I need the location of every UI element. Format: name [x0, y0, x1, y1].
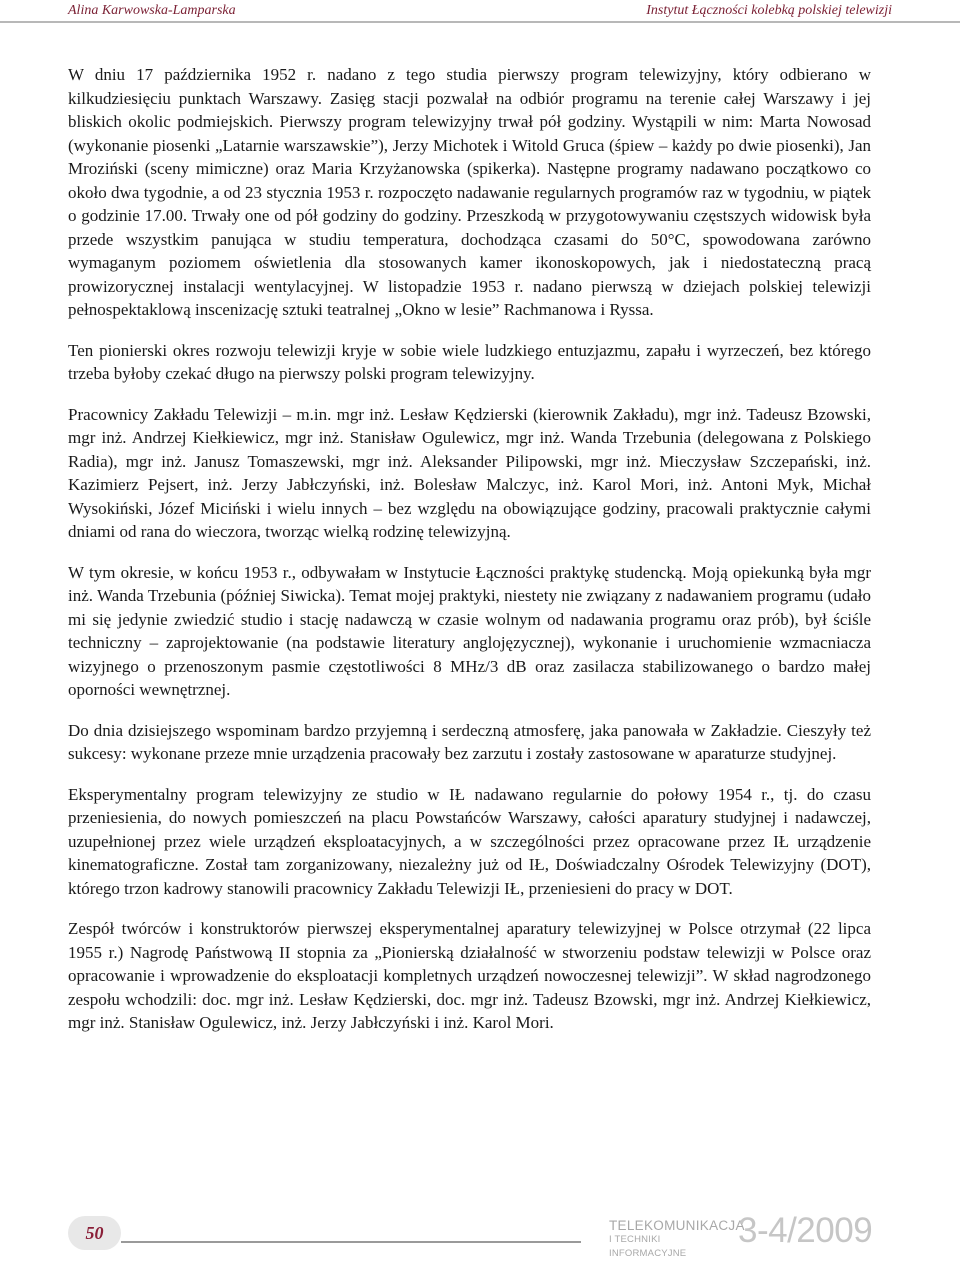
header-divider	[0, 21, 960, 23]
header-article-title: Instytut Łączności kolebką polskiej telewizji	[646, 3, 892, 18]
page-number: 50	[68, 1216, 121, 1250]
issue-number: 3-4/2009	[738, 1211, 873, 1250]
paragraph-first-broadcast: W dniu 17 października 1952 r. nadano z tego studia pierwszy program telewizyjny, który odbierano w kilkudziesięciu punktach Warszawy. Zasięg stacji pozwalał na odbiór programu na terenie całej Warszawy i jej bliskich okolic podmiejskich. Pierwszy program telewizyjny trwał pół godziny. Wystąpili w nim: Marta Nowosad (wykonanie piosenki „Latarnie warszawskie”), Jerzy Michotek i Witold Gruca (śpiew – każdy po dwie piosenki), Jan Mroziński (sceny mimiczne) oraz Maria Krzyżanowska (spikerka). Następne programy nadawano początkowo co około dwa tygodnie, a od 23 stycznia 1953 r. rozpoczęto nadawanie regularnych programów raz w tygodniu, w piątek o godzinie 17.00. Trwały one od pół godziny do godziny. Przeszkodą w przygotowywaniu częstszych widowisk była przede wszystkim panująca w studiu temperatura, dochodząca czasami do 50°C, spowodowana zarówno wymaganym poziomem oświetlenia dla stosowanych kamer ikonoskopowych, jak i niedostateczną pracą prowizorycznej instalacji wentylacyjnej. W listopadzie 1953 r. nadano pierwszą w dziejach polskiej telewizji pełnospektaklową inscenizację sztuki teatralnej „Okno w lesie” Rachmanowa i Ryssa.	[68, 65, 871, 319]
paragraph-staff: Pracownicy Zakładu Telewizji – m.in. mgr inż. Lesław Kędzierski (kierownik Zakładu), mgr inż. Tadeusz Bzowski, mgr inż. Andrzej Kiełkiewicz, mgr inż. Stanisław Ogulewicz, mgr inż. Wanda Trzebunia (delegowana z Polskiego Radia), mgr inż. Janusz Tomaszewski, mgr inż. Aleksander Pilipowski, mgr inż. Mieczysław Szczepański, inż. Kazimierz Pejsert, inż. Jerzy Jabłczyński, inż. Bolesław Malczyc, inż. Karol Mori, inż. Antoni Myk, Michał Wysokiński, Józef Miciński i wielu innych – bez względu na obowiązujące godziny, pracowali praktycznie całymi dniami od rana do wieczora, tworząc wielką rodzinę telewizyjną.	[68, 404, 871, 541]
footer-divider	[121, 1241, 581, 1243]
article-body	[68, 63, 871, 1052]
page-footer	[0, 1205, 960, 1259]
journal-name-line2: I TECHNIKI INFORMACYJNE	[609, 1234, 687, 1259]
paragraph-experimental-program: Eksperymentalny program telewizyjny ze studio w IŁ nadawano regularnie do połowy 1954 r., tj. do czasu przeniesienia, do nowych pomieszczeń na placu Powstańców Warszawy, całości aparatury studyjnej i nadawczej, uzupełnionej przez wiele urządzeń eksploatacyjnych, a w szczególności przez opracowane przez IŁ urządzenie kinematograficzne. Został tam zorganizowany, niezależny już od IŁ, Doświadczalny Ośrodek Telewizyjny (DOT), którego trzon kadrowy stanowili pracownicy Zakładu Telewizji IŁ, przeniesieni do pracy w DOT.	[68, 784, 871, 898]
paragraph-state-award: Zespół twórców i konstruktorów pierwszej eksperymentalnej aparatury telewizyjnej w Polsce otrzymał (22 lipca 1955 r.) Nagrodę Państwową II stopnia za „Pionierską działalność w stworzeniu podstaw telewizji w Polsce oraz opracowanie i wprowadzenie do eksploatacji kompletnych urządzeń nowoczesnej telewizji”. W skład nagrodzonego zespołu wchodzili: doc. mgr inż. Lesław Kędzierski, doc. mgr inż. Tadeusz Bzowski, mgr inż. Andrzej Kiełkiewicz, mgr inż. Stanisław Ogulewicz, inż. Jerzy Jabłczyński i inż. Karol Mori.	[68, 919, 871, 1032]
paragraph-pioneer-period: Ten pionierski okres rozwoju telewizji kryje w sobie wiele ludzkiego entuzjazmu, zapału i wyrzeczeń, bez którego trzeba byłoby czekać długo na pierwszy polski program telewizyjny.	[68, 340, 871, 383]
paragraph-internship: W tym okresie, w końcu 1953 r., odbywałam w Instytucie Łączności praktykę studencką. Moją opiekunką była mgr inż. Wanda Trzebunia (później Siwicka). Temat mojej praktyki, niestety nie związany z nadawaniem programu (udało mi się jedynie zwiedzić studio i stację nadawczą w czasie wolnym od nadawania programu oraz prób), był ściśle techniczny – zaprojektowanie (na podstawie literatury anglojęzycznej), wykonanie i uruchomienie wzmacniacza wizyjnego o przenoszonym pasmie częstotliwości 8 MHz/3 dB oraz zasilacza stabilizowanego o bardzo małej oporności wewnętrznej.	[68, 562, 871, 699]
header-author: Alina Karwowska-Lamparska	[68, 3, 236, 18]
journal-logo	[609, 1218, 745, 1261]
journal-name-line1: TELEKOMUNIKACJA	[609, 1218, 745, 1233]
running-header	[0, 0, 960, 22]
paragraph-atmosphere: Do dnia dzisiejszego wspominam bardzo przyjemną i serdeczną atmosferę, jaka panowała w Zakładzie. Cieszyły też sukcesy: wykonane przeze mnie urządzenia pracowały bez zarzutu i zostały zastosowane w aparaturze studyjnej.	[68, 720, 871, 763]
